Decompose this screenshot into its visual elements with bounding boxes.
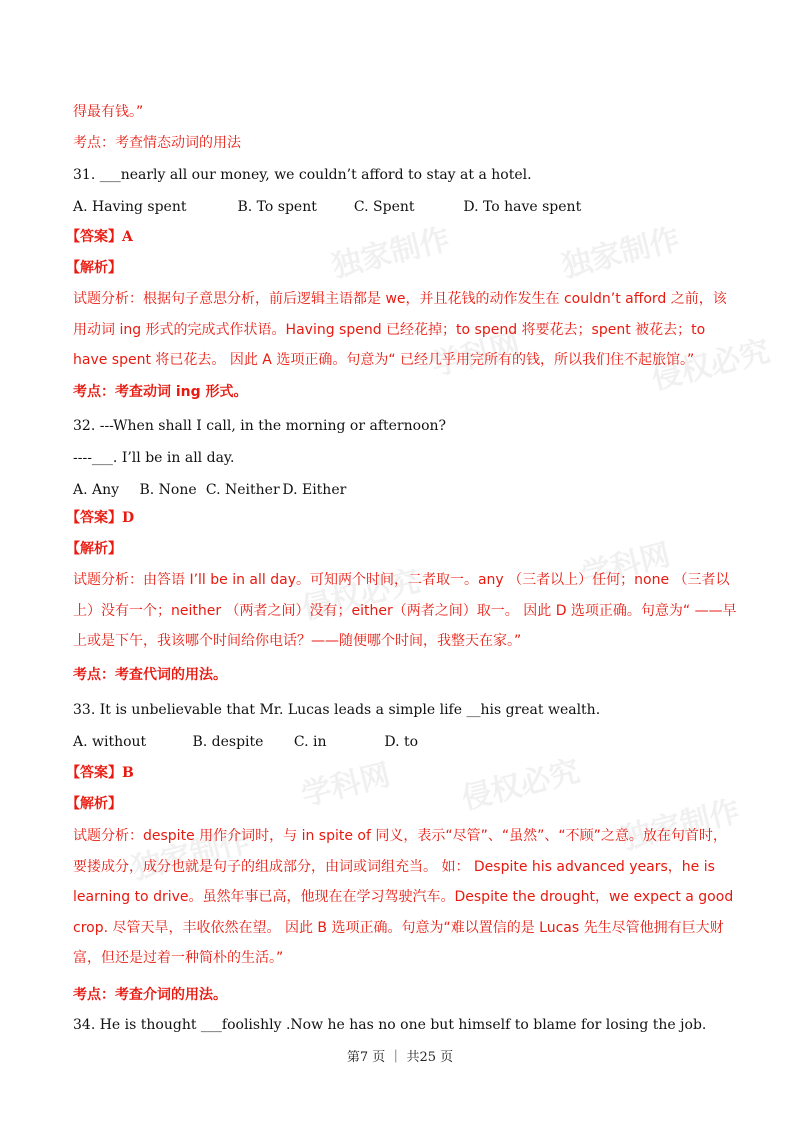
option-c: C. Spent (353, 199, 415, 215)
watermark-text: 侵权必究 (298, 563, 424, 627)
analysis-31: 试题分析：根据句子意思分析，前后逻辑主语都是 we，并且花钱的动作发生在 couldn’t afford 之前，该用动词 ing 形式的完成式作状语。Having spend 已经花掉；to spend 将要花去；spent 被花去；to have spent 将已花去。 因此 A 选项正确。句意为“ 已经几乎用完所有的钱，所以我们住不起旅馆。” (73, 291, 727, 368)
watermark-text: 独家制作 (618, 793, 744, 857)
watermark-text: 独家制作 (328, 221, 454, 285)
kaodian-32: 考点：考查代词的用法。 (73, 667, 227, 683)
watermark-text: 学科网 (297, 757, 394, 814)
option-c: C. Neither (205, 482, 280, 498)
page-footer: 第7 页 ｜ 共25 页 (346, 1050, 454, 1065)
watermark-text: 学科网 (577, 537, 674, 594)
carry-over-text: 得最有钱。” (73, 104, 144, 120)
option-d: D. Either (282, 482, 347, 498)
option-b: B. To spent (237, 199, 317, 215)
option-d: D. To have spent (463, 199, 582, 215)
question-32-stem-reply: ----___. I’ll be in all day. (73, 450, 235, 466)
option-a: A. without (73, 734, 147, 750)
option-a: A. Any (73, 482, 120, 498)
answer-31: 【答案】A (66, 229, 133, 245)
question-31-options (73, 197, 733, 217)
question-33-stem: 33. It is unbelievable that Mr. Lucas leads a simple life __his great wealth. (73, 702, 601, 718)
analysis-label-32: 【解析】 (66, 541, 122, 557)
question-34-stem: 34. He is thought ___foolishly .Now he has no one but himself to blame for losing the job. (73, 1017, 707, 1033)
option-c: C. in (293, 734, 327, 750)
analysis-33: 试题分析：despite 用作介词时，与 in spite of 同义，表示“尽管”、“虽然”、“不顾”之意。放在句首时，要搂成分，成分也就是句子的组成部分，由词或词组充当。 如： Despite his advanced years，he is learning to drive。虽然年事已高，他现在在学习驾驶汽车。Despite the drought，we expect a good crop. 尽管天旱，丰收依然在望。 因此 B 选项正确。句意为“难以置信的是 Lucas 先生尽管他拥有巨大财富，但还是过着一种简朴的生活。” (73, 828, 734, 966)
kaodian-31: 考点：考查动词 ing 形式。 (73, 384, 248, 400)
question-31-stem: 31. ___nearly all our money, we couldn’t afford to stay at a hotel. (73, 167, 532, 183)
answer-33: 【答案】B (66, 765, 134, 781)
answer-32: 【答案】D (66, 510, 135, 526)
option-b: B. despite (192, 734, 264, 750)
analysis-label-33: 【解析】 (66, 796, 122, 812)
watermark-text: 独家制作 (128, 823, 254, 887)
option-a: A. Having spent (73, 199, 187, 215)
watermark-text: 独家制作 (558, 221, 684, 285)
question-32-options (73, 480, 733, 500)
analysis-label-31: 【解析】 (66, 260, 122, 276)
kaodian-previous: 考点：考查情态动词的用法 (73, 135, 241, 151)
watermark-text: 侵权必究 (648, 333, 774, 397)
watermark-text: 侵权必究 (458, 753, 584, 817)
option-b: B. None (139, 482, 197, 498)
kaodian-33: 考点：考查介词的用法。 (73, 987, 227, 1003)
question-32-stem: 32. ---When shall I call, in the morning or afternoon? (73, 418, 447, 434)
question-33-options (73, 732, 733, 752)
watermark-text: 学科网 (427, 327, 524, 384)
analysis-32: 试题分析：由答语 I’ll be in all day。可知两个时间，二者取一。any （三者以上）任何；none （三者以上）没有一个；neither （两者之间）没有；either（两者之间）取一。 因此 D 选项正确。句意为“ ——早上或是下午，我该哪个时间给你电话？——随便哪个时间，我整天在家。” (73, 572, 737, 649)
option-d: D. to (384, 734, 419, 750)
